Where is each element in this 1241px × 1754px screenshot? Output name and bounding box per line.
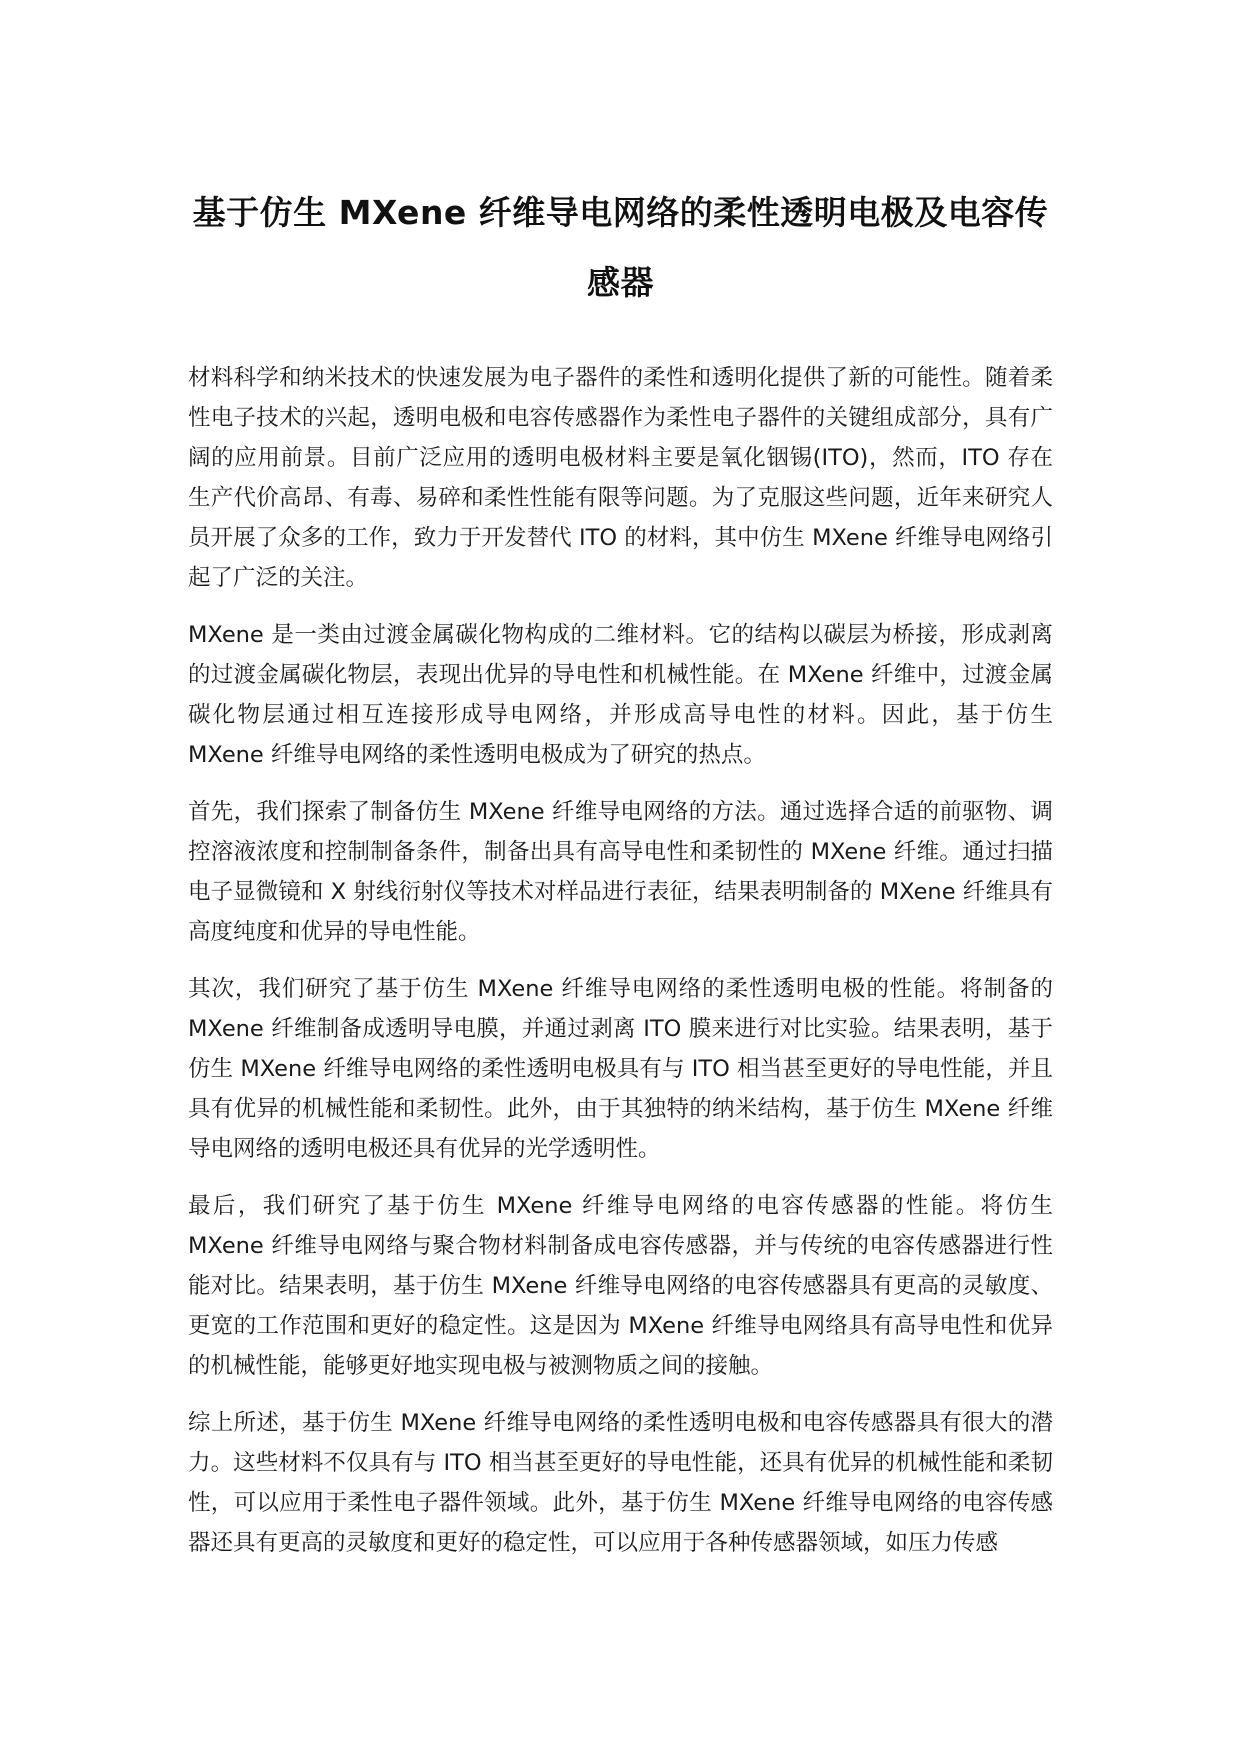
paragraph-2: MXene 是一类由过渡金属碳化物构成的二维材料。它的结构以碳层为桥接，形成剥离的过渡金属碳化物层，表现出优异的导电性和机械性能。在 MXene 纤维中，过渡金属碳化物层通过相互连接形成导电网络，并形成高导电性的材料。因此，基于仿生 MXene 纤维导电网络的柔性透明电极成为了研究的热点。	[188, 622, 1053, 768]
paragraph-6: 综上所述，基于仿生 MXene 纤维导电网络的柔性透明电极和电容传感器具有很大的潜力。这些材料不仅具有与 ITO 相当甚至更好的导电性能，还具有优异的机械性能和柔韧性，可以应用于柔性电子器件领域。此外，基于仿生 MXene 纤维导电网络的电容传感器还具有更高的灵敏度和更好的稳定性，可以应用于各种传感器领域，如压力传感	[188, 1410, 1053, 1556]
document-title: 基于仿生 MXene 纤维导电网络的柔性透明电极及电容传感器	[192, 193, 1049, 302]
paragraph-5: 最后，我们研究了基于仿生 MXene 纤维导电网络的电容传感器的性能。将仿生 MXene 纤维导电网络与聚合物材料制备成电容传感器，并与传统的电容传感器进行性能对比。结果表明，基于仿生 MXene 纤维导电网络的电容传感器具有更高的灵敏度、更宽的工作范围和更好的稳定性。这是因为 MXene 纤维导电网络具有高导电性和优异的机械性能，能够更好地实现电极与被测物质之间的接触。	[188, 1193, 1053, 1379]
paragraph-4: 其次，我们研究了基于仿生 MXene 纤维导电网络的柔性透明电极的性能。将制备的 MXene 纤维制备成透明导电膜，并通过剥离 ITO 膜来进行对比实验。结果表明，基于仿生 MXene 纤维导电网络的柔性透明电极具有与 ITO 相当甚至更好的导电性能，并且具有优异的机械性能和柔韧性。此外，由于其独特的纳米结构，基于仿生 MXene 纤维导电网络的透明电极还具有优异的光学透明性。	[188, 976, 1053, 1162]
paragraph-1: 材料科学和纳米技术的快速发展为电子器件的柔性和透明化提供了新的可能性。随着柔性电子技术的兴起，透明电极和电容传感器作为柔性电子器件的关键组成部分，具有广阔的应用前景。目前广泛应用的透明电极材料主要是氧化铟锡(ITO)，然而，ITO 存在生产代价高昂、有毒、易碎和柔性性能有限等问题。为了克服这些问题，近年来研究人员开展了众多的工作，致力于开发替代 ITO 的材料，其中仿生 MXene 纤维导电网络引起了广泛的关注。	[188, 365, 1053, 591]
document-body	[188, 358, 1053, 1580]
paragraph-3: 首先，我们探索了制备仿生 MXene 纤维导电网络的方法。通过选择合适的前驱物、调控溶液浓度和控制制备条件，制备出具有高导电性和柔韧性的 MXene 纤维。通过扫描电子显微镜和 X 射线衍射仪等技术对样品进行表征，结果表明制备的 MXene 纤维具有高度纯度和优异的导电性能。	[188, 799, 1053, 945]
